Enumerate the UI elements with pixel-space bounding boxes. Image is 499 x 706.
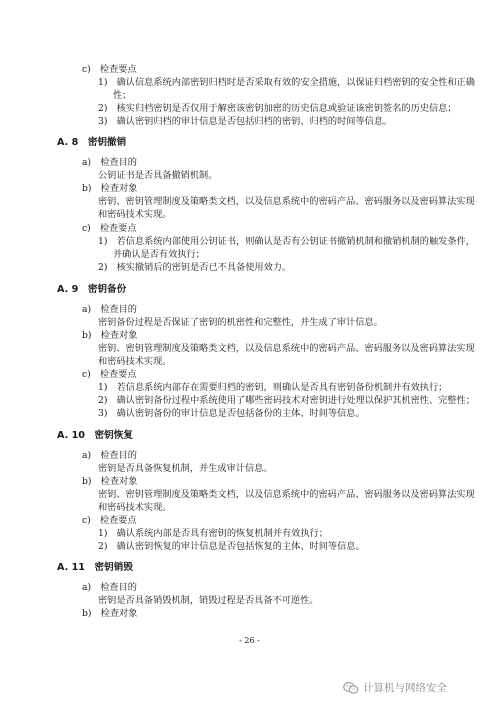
- page-number: - 26 -: [239, 636, 260, 645]
- text-line: c) 检查要点: [82, 223, 137, 234]
- text-line: 性；: [113, 90, 132, 101]
- text-line: b) 检查对象: [82, 608, 138, 619]
- text-line: a) 检查目的: [82, 304, 137, 315]
- text-line: 2) 核实撤销后的密钥是否已不具备使用效力。: [98, 262, 292, 273]
- text-line: 和密码技术实现。: [98, 502, 172, 513]
- text-line: 1) 确认系统内部是否具有密钥的恢复机制并有效执行；: [98, 528, 328, 539]
- text-line: 1) 确认信息系统内部密钥归档时是否采取有效的安全措施，以保证归档密钥的安全性和正确: [98, 77, 475, 88]
- text-line: b) 检查对象: [82, 476, 138, 487]
- text-line: 密钥、密钥管理制度及策略类文档，以及信息系统中的密码产品、密码服务以及密码算法实现: [98, 196, 475, 207]
- text-line: c) 检查要点: [82, 369, 137, 380]
- text-line: 3) 确认密钥备份的审计信息是否包括备份的主体、时间等信息。: [98, 408, 365, 419]
- watermark-text: 计算机与网络安全: [363, 682, 447, 694]
- text-line: 密钥、密钥管理制度及策略类文档，以及信息系统中的密码产品、密码服务以及密码算法实现: [98, 489, 475, 500]
- wechat-icon: [343, 681, 359, 695]
- watermark: [343, 680, 447, 695]
- text-line: 2) 确认密钥恢复的审计信息是否包括恢复的主体、时间等信息。: [98, 541, 365, 552]
- text-line: 密钥是否具备恢复机制，并生成审计信息。: [98, 463, 273, 474]
- text-line: 2) 核实归档密钥是否仅用于解密该密钥加密的历史信息或验证该密钥签名的历史信息；: [98, 103, 457, 114]
- text-line: b) 检查对象: [82, 183, 138, 194]
- text-line: 2) 确认密钥备份过程中系统使用了哪些密码技术对密钥进行处理以保护其机密性、完整性；: [98, 395, 475, 406]
- text-line: 密钥、密钥管理制度及策略类文档，以及信息系统中的密码产品、密码服务以及密码算法实现: [98, 343, 475, 354]
- text-line: c) 检查要点: [82, 64, 137, 75]
- text-line: 1) 若信息系统内部存在需要归档的密钥，则确认是否具有密钥备份机制并有效执行；: [98, 382, 448, 393]
- text-line: a) 检查目的: [82, 157, 137, 168]
- section-heading: A. 11 密钥销毁: [57, 562, 133, 573]
- text-line: 密钥是否具备销毁机制，销毁过程是否具备不可逆性。: [98, 595, 319, 606]
- text-line: 公钥证书是否具备撤销机制。: [98, 170, 218, 181]
- text-line: a) 检查目的: [82, 450, 137, 461]
- text-line: a) 检查目的: [82, 582, 137, 593]
- text-line: 和密码技术实现。: [98, 209, 172, 220]
- text-line: c) 检查要点: [82, 515, 137, 526]
- text-line: 并确认是否有效执行；: [113, 249, 205, 260]
- text-line: b) 检查对象: [82, 330, 138, 341]
- section-heading: A. 9 密钥备份: [57, 284, 127, 295]
- text-line: 和密码技术实现。: [98, 356, 172, 367]
- text-line: 密钥备份过程是否保证了密钥的机密性和完整性，并生成了审计信息。: [98, 317, 383, 328]
- text-line: 1) 若信息系统内部使用公钥证书，则确认是否有公钥证书撤销机制和撤销机制的触发条件，: [98, 236, 475, 247]
- section-heading: A. 10 密钥恢复: [57, 430, 133, 441]
- text-line: 3) 确认密钥归档的审计信息是否包括归档的密钥、归档的时间等信息。: [98, 116, 393, 127]
- section-heading: A. 8 密钥撤销: [57, 137, 127, 148]
